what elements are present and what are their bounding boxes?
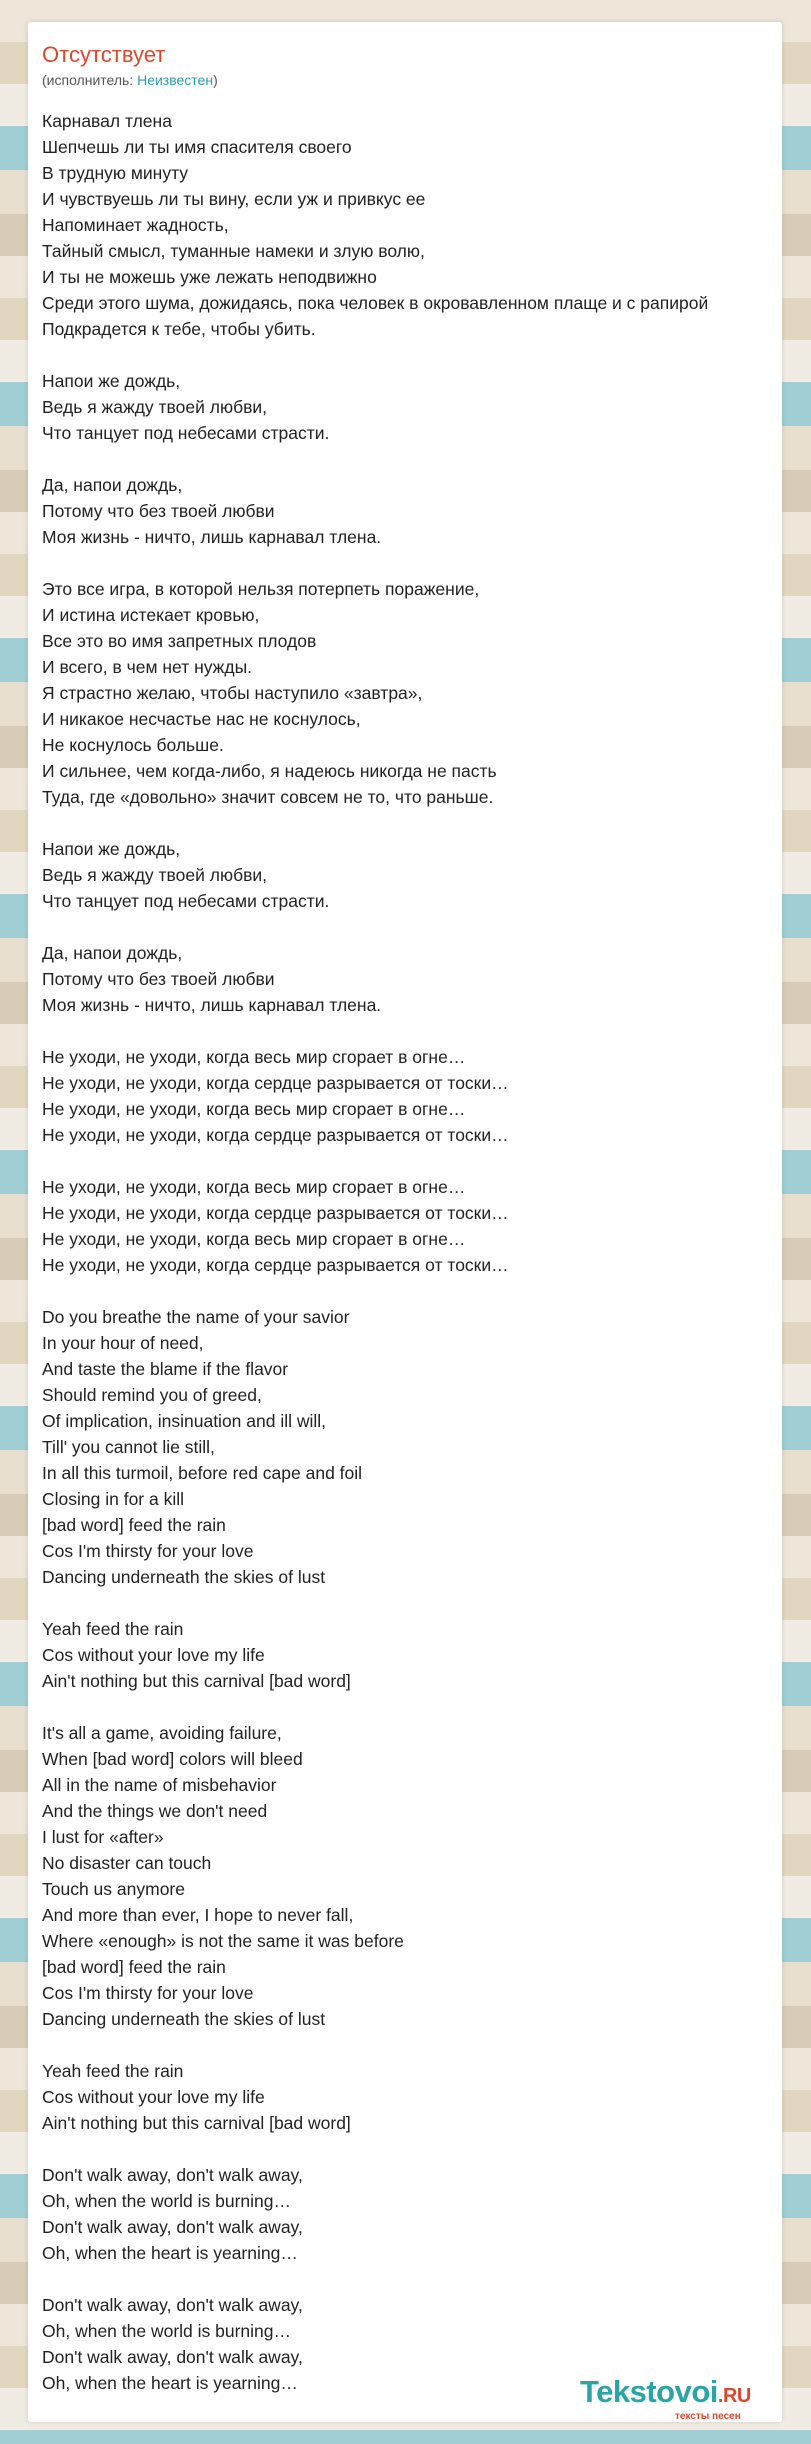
lyric-line: Dancing underneath the skies of lust — [42, 1567, 326, 1587]
lyric-line: Cos I'm thirsty for your love — [42, 1983, 254, 2003]
lyric-line: Не уходи, не уходи, когда весь мир сгорает в огне… — [42, 1099, 466, 1119]
logo-name: Tekstovoi — [580, 2374, 718, 2409]
lyric-line: И ты не можешь уже лежать неподвижно — [42, 267, 377, 287]
stanza-gap — [42, 810, 782, 836]
lyric-line: Of implication, insinuation and ill will, — [42, 1411, 327, 1431]
lyric-line: Не уходи, не уходи, когда сердце разрывается от тоски… — [42, 1073, 509, 1093]
stanza-gap — [42, 1590, 782, 1616]
lyric-line: Don't walk away, don't walk away, — [42, 2165, 303, 2185]
lyric-line: Потому что без твоей любви — [42, 969, 275, 989]
lyric-line: Yeah feed the rain — [42, 1619, 184, 1639]
lyric-line: Не уходи, не уходи, когда сердце разрывается от тоски… — [42, 1255, 509, 1275]
stanza-gap — [42, 1148, 782, 1174]
lyric-line: Среди этого шума, дожидаясь, пока человек в окровавленном плаще и с рапирой — [42, 293, 709, 313]
lyric-line: Don't walk away, don't walk away, — [42, 2295, 303, 2315]
stanza-gap — [42, 446, 782, 472]
lyric-line: И никакое несчастье нас не коснулось, — [42, 709, 361, 729]
lyric-line: Oh, when the heart is yearning… — [42, 2373, 298, 2393]
lyric-line: No disaster can touch — [42, 1853, 212, 1873]
lyric-line: Ведь я жажду твоей любви, — [42, 865, 268, 885]
lyric-line: Потому что без твоей любви — [42, 501, 275, 521]
lyric-line: All in the name of misbehavior — [42, 1775, 277, 1795]
lyric-line: It's all a game, avoiding failure, — [42, 1723, 282, 1743]
lyric-line: Напои же дождь, — [42, 371, 181, 391]
lyric-line: In all this turmoil, before red cape and foil — [42, 1463, 363, 1483]
lyric-line: Подкрадется к тебе, чтобы убить. — [42, 319, 316, 339]
lyric-line: And taste the blame if the flavor — [42, 1359, 289, 1379]
artist-line — [42, 72, 218, 88]
song-title: Отсутствует — [42, 42, 166, 67]
lyric-line: Dancing underneath the skies of lust — [42, 2009, 326, 2029]
lyric-line: I lust for «after» — [42, 1827, 164, 1847]
logo-tld: .RU — [717, 2385, 751, 2407]
lyric-line: И чувствуешь ли ты вину, если уж и привкус ее — [42, 189, 426, 209]
lyric-line: Напоминает жадность, — [42, 215, 229, 235]
lyric-line: Don't walk away, don't walk away, — [42, 2347, 303, 2367]
lyrics-text — [42, 108, 782, 2396]
lyric-line: Не уходи, не уходи, когда сердце разрывается от тоски… — [42, 1203, 509, 1223]
lyric-line: И сильнее, чем когда-либо, я надеюсь никогда не пасть — [42, 761, 497, 781]
lyric-line: В трудную минуту — [42, 163, 189, 183]
lyric-line: Oh, when the world is burning… — [42, 2191, 292, 2211]
lyric-line: Cos without your love my life — [42, 2087, 265, 2107]
lyric-line: Тайный смысл, туманные намеки и злую волю, — [42, 241, 425, 261]
stanza-gap — [42, 1694, 782, 1720]
lyric-line: Моя жизнь - ничто, лишь карнавал тлена. — [42, 995, 382, 1015]
site-logo[interactable] — [580, 2374, 782, 2422]
logo-tagline: тексты песен — [675, 2411, 741, 2422]
artist-link[interactable]: Неизвестен — [137, 72, 214, 88]
lyric-line: In your hour of need, — [42, 1333, 204, 1353]
lyric-line: Do you breathe the name of your savior — [42, 1307, 350, 1327]
lyric-line: Closing in for a kill — [42, 1489, 184, 1509]
lyric-line: Oh, when the world is burning… — [42, 2321, 292, 2341]
lyric-line: Cos without your love my life — [42, 1645, 265, 1665]
lyric-line: Что танцует под небесами страсти. — [42, 423, 330, 443]
lyric-line: Это все игра, в которой нельзя потерпеть поражение, — [42, 579, 480, 599]
lyric-line: Моя жизнь - ничто, лишь карнавал тлена. — [42, 527, 382, 547]
lyric-line: Все это во имя запретных плодов — [42, 631, 317, 651]
lyric-line: And more than ever, I hope to never fall, — [42, 1905, 354, 1925]
lyric-line: Я страстно желаю, чтобы наступило «завтра», — [42, 683, 423, 703]
lyric-line: Cos I'm thirsty for your love — [42, 1541, 254, 1561]
lyric-line: Карнавал тлена — [42, 111, 172, 131]
stanza-gap — [42, 550, 782, 576]
lyric-line: Не уходи, не уходи, когда весь мир сгорает в огне… — [42, 1177, 466, 1197]
stanza-gap — [42, 2266, 782, 2292]
lyric-line: Да, напои дождь, — [42, 943, 183, 963]
lyrics-card — [28, 22, 782, 2422]
lyric-line: [bad word] feed the rain — [42, 1515, 226, 1535]
stanza-gap — [42, 1278, 782, 1304]
lyric-line: Не уходи, не уходи, когда весь мир сгорает в огне… — [42, 1229, 466, 1249]
lyric-line: И всего, в чем нет нужды. — [42, 657, 253, 677]
lyric-line: Yeah feed the rain — [42, 2061, 184, 2081]
lyric-line: Не уходи, не уходи, когда сердце разрывается от тоски… — [42, 1125, 509, 1145]
lyric-line: Ain't nothing but this carnival [bad word] — [42, 2113, 351, 2133]
lyric-line: Oh, when the heart is yearning… — [42, 2243, 298, 2263]
stanza-gap — [42, 2136, 782, 2162]
lyric-line: Напои же дождь, — [42, 839, 181, 859]
lyric-line: Туда, где «довольно» значит совсем не то, что раньше. — [42, 787, 494, 807]
lyric-line: Don't walk away, don't walk away, — [42, 2217, 303, 2237]
lyric-line: When [bad word] colors will bleed — [42, 1749, 303, 1769]
lyric-line: Не уходи, не уходи, когда весь мир сгорает в огне… — [42, 1047, 466, 1067]
lyric-line: Что танцует под небесами страсти. — [42, 891, 330, 911]
stanza-gap — [42, 342, 782, 368]
lyric-line: И истина истекает кровью, — [42, 605, 260, 625]
logo-wordmark — [580, 2374, 751, 2410]
artist-prefix: (исполнитель: — [42, 72, 138, 88]
lyric-line: Touch us anymore — [42, 1879, 185, 1899]
lyric-line: Шепчешь ли ты имя спасителя своего — [42, 137, 352, 157]
lyric-line: [bad word] feed the rain — [42, 1957, 226, 1977]
lyric-line: And the things we don't need — [42, 1801, 268, 1821]
lyric-line: Where «enough» is not the same it was before — [42, 1931, 404, 1951]
lyric-line: Ain't nothing but this carnival [bad word] — [42, 1671, 351, 1691]
stanza-gap — [42, 914, 782, 940]
artist-suffix: ) — [213, 72, 218, 88]
lyric-line: Да, напои дождь, — [42, 475, 183, 495]
stanza-gap — [42, 1018, 782, 1044]
lyric-line: Should remind you of greed, — [42, 1385, 262, 1405]
lyric-line: Till' you cannot lie still, — [42, 1437, 215, 1457]
lyric-line: Ведь я жажду твоей любви, — [42, 397, 268, 417]
stanza-gap — [42, 2032, 782, 2058]
lyric-line: Не коснулось больше. — [42, 735, 224, 755]
